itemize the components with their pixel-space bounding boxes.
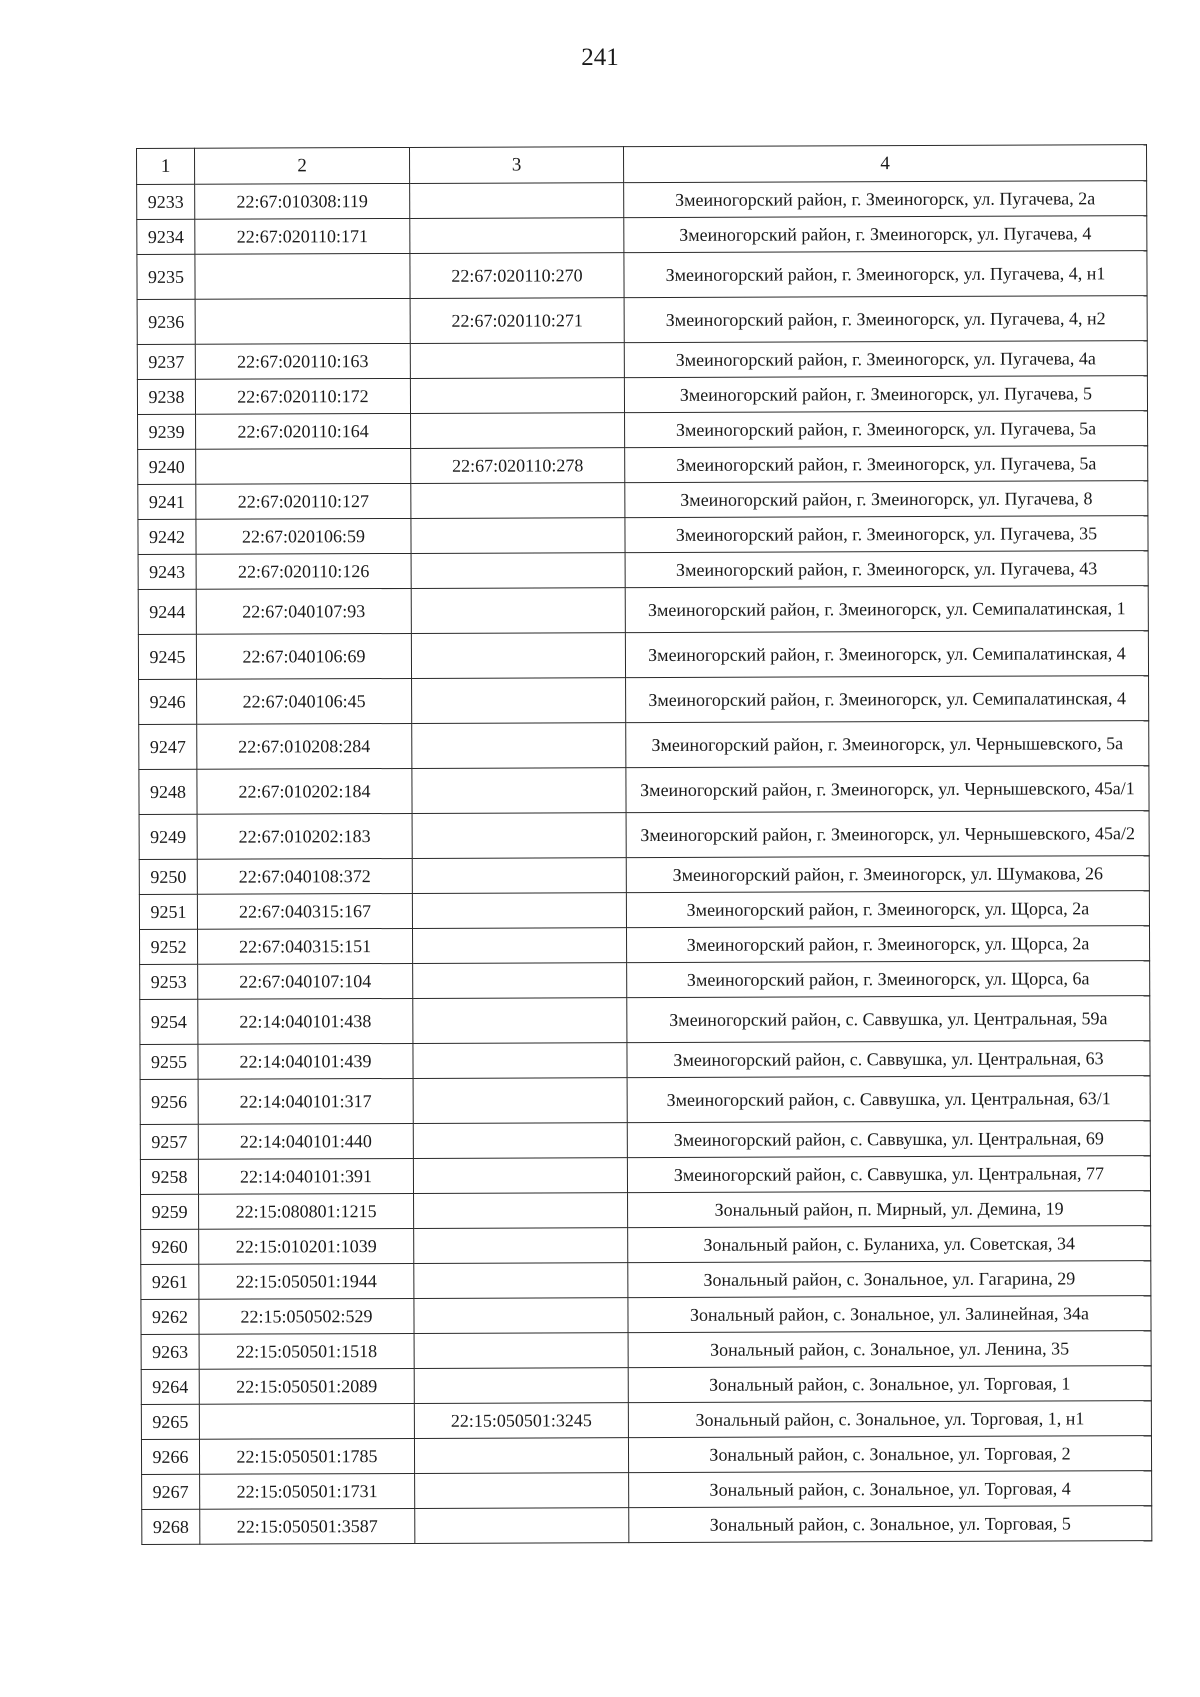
- table-row: [137, 251, 1147, 300]
- cadastral-number-cell: 22:14:040101:438: [198, 998, 413, 1044]
- row-number-cell: 9250: [139, 859, 197, 894]
- object-number-cell: 22:15:050501:3245: [414, 1403, 628, 1439]
- cadastral-number-cell: 22:14:040101:440: [198, 1123, 413, 1159]
- address-cell: Змеиногорский район, г. Змеиногорск, ул. Пугачева, 4: [624, 216, 1147, 253]
- row-number-cell: 9256: [140, 1079, 198, 1124]
- cadastral-number-cell: [195, 298, 410, 344]
- row-number-cell: 9247: [139, 724, 197, 769]
- table-row: [137, 341, 1147, 380]
- object-number-cell: [413, 998, 627, 1044]
- row-number-cell: 9245: [138, 634, 196, 679]
- row-number-cell: 9254: [140, 999, 198, 1044]
- row-number-cell: 9261: [141, 1264, 199, 1299]
- object-number-cell: 22:67:020110:270: [410, 253, 624, 299]
- address-cell: Зональный район, п. Мирный, ул. Демина, 19: [628, 1191, 1151, 1228]
- table-row: [137, 376, 1147, 415]
- table-row: [142, 1471, 1152, 1510]
- page-number: 241: [581, 44, 619, 71]
- cadastral-number-cell: 22:67:010308:119: [195, 183, 410, 219]
- object-number-cell: [411, 483, 625, 519]
- table-row: [139, 721, 1149, 770]
- row-number-cell: 9235: [137, 254, 195, 299]
- address-cell: Змеиногорский район, г. Змеиногорск, ул. Пугачева, 5а: [625, 411, 1148, 448]
- object-number-cell: [414, 1193, 628, 1229]
- row-number-cell: 9236: [137, 299, 195, 344]
- cadastral-number-cell: 22:67:040106:45: [197, 678, 412, 724]
- address-cell: Змеиногорский район, с. Саввушка, ул. Центральная, 77: [627, 1156, 1150, 1193]
- cadastral-number-cell: 22:15:050501:1944: [199, 1263, 414, 1299]
- object-number-cell: 22:67:020110:278: [411, 448, 625, 484]
- row-number-cell: 9249: [139, 814, 197, 859]
- object-number-cell: [414, 1438, 628, 1474]
- object-number-cell: [414, 1333, 628, 1369]
- object-number-cell: [412, 678, 626, 724]
- object-number-cell: [414, 1298, 628, 1334]
- row-number-cell: 9243: [138, 554, 196, 589]
- address-cell: Змеиногорский район, г. Змеиногорск, ул. Чернышевского, 45а/2: [626, 811, 1149, 858]
- object-number-cell: [412, 768, 626, 814]
- cadastral-number-cell: 22:67:020110:164: [196, 413, 411, 449]
- row-number-cell: 9268: [142, 1509, 200, 1544]
- object-number-cell: [412, 858, 626, 894]
- address-cell: Змеиногорский район, с. Саввушка, ул. Центральная, 69: [627, 1121, 1150, 1158]
- table-row: [140, 961, 1150, 1000]
- column-header-4: 4: [623, 145, 1146, 183]
- cadastral-number-cell: [195, 253, 410, 299]
- address-cell: Зональный район, с. Зональное, ул. Гагарина, 29: [628, 1261, 1151, 1298]
- table-row: [140, 926, 1150, 965]
- cadastral-number-cell: 22:67:020110:127: [196, 483, 411, 519]
- column-header-1: 1: [137, 148, 195, 184]
- row-number-cell: 9253: [140, 964, 198, 999]
- object-number-cell: [411, 633, 625, 679]
- address-cell: Змеиногорский район, г. Змеиногорск, ул. Пугачева, 4а: [624, 341, 1147, 378]
- row-number-cell: 9244: [138, 589, 196, 634]
- object-number-cell: [410, 183, 624, 219]
- object-number-cell: [411, 413, 625, 449]
- object-number-cell: [412, 893, 626, 929]
- object-number-cell: [410, 378, 624, 414]
- cadastral-number-cell: 22:15:050501:3587: [200, 1508, 415, 1544]
- object-number-cell: [414, 1228, 628, 1264]
- table-row: [138, 411, 1148, 450]
- address-cell: Змеиногорский район, г. Змеиногорск, ул. Пугачева, 43: [625, 551, 1148, 588]
- cadastral-number-cell: 22:67:040106:69: [196, 633, 411, 679]
- address-cell: Змеиногорский район, г. Змеиногорск, ул. Шумакова, 26: [626, 856, 1149, 893]
- cadastral-number-cell: 22:67:010208:284: [197, 723, 412, 769]
- object-number-cell: [414, 1263, 628, 1299]
- address-cell: Зональный район, с. Зональное, ул. Торговая, 4: [629, 1471, 1152, 1508]
- address-cell: Змеиногорский район, г. Змеиногорск, ул. Чернышевского, 45а/1: [626, 766, 1149, 813]
- table-row: [141, 1366, 1151, 1405]
- cadastral-number-cell: 22:67:020110:172: [195, 378, 410, 414]
- row-number-cell: 9233: [137, 184, 195, 219]
- address-cell: Змеиногорский район, г. Змеиногорск, ул. Пугачева, 5а: [625, 446, 1148, 483]
- address-cell: Зональный район, с. Зональное, ул. Торговая, 1, н1: [628, 1401, 1151, 1438]
- table-row: [141, 1191, 1151, 1230]
- cadastral-number-cell: 22:67:040107:93: [196, 588, 411, 634]
- row-number-cell: 9251: [139, 894, 197, 929]
- address-cell: Змеиногорский район, с. Саввушка, ул. Центральная, 63/1: [627, 1076, 1150, 1123]
- cadastral-number-cell: 22:14:040101:317: [198, 1078, 413, 1124]
- table-row: [138, 631, 1148, 680]
- row-number-cell: 9238: [137, 379, 195, 414]
- cadastral-number-cell: 22:67:040315:167: [197, 893, 412, 929]
- row-number-cell: 9265: [141, 1404, 199, 1439]
- object-number-cell: [410, 343, 624, 379]
- column-header-2: 2: [195, 147, 410, 184]
- table-row: [138, 481, 1148, 520]
- address-cell: Змеиногорский район, г. Змеиногорск, ул. Семипалатинская, 4: [625, 631, 1148, 678]
- address-cell: Змеиногорский район, г. Змеиногорск, ул. Пугачева, 4, н1: [624, 251, 1147, 298]
- row-number-cell: 9246: [139, 679, 197, 724]
- row-number-cell: 9255: [140, 1044, 198, 1079]
- object-number-cell: [411, 518, 625, 554]
- table-row: [142, 1506, 1152, 1545]
- table-row: [138, 516, 1148, 555]
- object-number-cell: [415, 1508, 629, 1544]
- table-row: [141, 1331, 1151, 1370]
- table-row: [141, 1261, 1151, 1300]
- row-number-cell: 9262: [141, 1299, 199, 1334]
- cadastral-number-cell: [199, 1403, 414, 1439]
- address-cell: Змеиногорский район, г. Змеиногорск, ул. Пугачева, 35: [625, 516, 1148, 553]
- table-row: [139, 891, 1149, 930]
- table-row: [140, 996, 1150, 1045]
- cadastral-number-cell: 22:15:080801:1215: [199, 1193, 414, 1229]
- table-row: [138, 551, 1148, 590]
- cadastral-number-cell: 22:14:040101:391: [198, 1158, 413, 1194]
- row-number-cell: 9242: [138, 519, 196, 554]
- table-row: [141, 1226, 1151, 1265]
- cadastral-number-cell: 22:15:010201:1039: [199, 1228, 414, 1264]
- address-cell: Зональный район, с. Зональное, ул. Залинейная, 34а: [628, 1296, 1151, 1333]
- address-cell: Змеиногорский район, с. Саввушка, ул. Центральная, 63: [627, 1041, 1150, 1078]
- cadastral-number-cell: 22:15:050501:1518: [199, 1333, 414, 1369]
- address-cell: Змеиногорский район, г. Змеиногорск, ул. Чернышевского, 5а: [626, 721, 1149, 768]
- object-number-cell: [413, 1123, 627, 1159]
- address-cell: Змеиногорский район, г. Змеиногорск, ул. Семипалатинская, 1: [625, 586, 1148, 633]
- object-number-cell: [415, 1473, 629, 1509]
- cadastral-number-cell: 22:15:050502:529: [199, 1298, 414, 1334]
- table-row: [137, 296, 1147, 345]
- row-number-cell: 9240: [138, 449, 196, 484]
- object-number-cell: [410, 218, 624, 254]
- address-cell: Змеиногорский район, г. Змеиногорск, ул. Пугачева, 5: [624, 376, 1147, 413]
- table-row: [139, 856, 1149, 895]
- row-number-cell: 9266: [141, 1439, 199, 1474]
- cadastral-number-cell: 22:15:050501:1785: [199, 1438, 414, 1474]
- object-number-cell: [412, 928, 626, 964]
- object-number-cell: [413, 1078, 627, 1124]
- object-number-cell: [413, 1043, 627, 1079]
- object-number-cell: 22:67:020110:271: [410, 298, 624, 344]
- row-number-cell: 9267: [142, 1474, 200, 1509]
- table-row: [140, 1076, 1150, 1125]
- column-header-3: 3: [409, 147, 623, 184]
- cadastral-number-cell: 22:67:040315:151: [198, 928, 413, 964]
- cadastral-number-cell: 22:67:020110:171: [195, 218, 410, 254]
- row-number-cell: 9239: [138, 414, 196, 449]
- cadastral-number-cell: 22:67:020110:126: [196, 553, 411, 589]
- address-cell: Змеиногорский район, г. Змеиногорск, ул. Щорса, 6а: [627, 961, 1150, 998]
- address-cell: Змеиногорский район, г. Змеиногорск, ул. Щорса, 2а: [626, 926, 1149, 963]
- table-row: [140, 1121, 1150, 1160]
- cadastral-number-cell: 22:67:020106:59: [196, 518, 411, 554]
- table-row: [140, 1156, 1150, 1195]
- object-number-cell: [414, 1368, 628, 1404]
- cadastral-number-cell: 22:14:040101:439: [198, 1043, 413, 1079]
- address-cell: Зональный район, с. Зональное, ул. Торговая, 1: [628, 1366, 1151, 1403]
- registry-table: [136, 144, 1152, 1545]
- row-number-cell: 9234: [137, 219, 195, 254]
- object-number-cell: [412, 813, 626, 859]
- cadastral-number-cell: 22:15:050501:2089: [199, 1368, 414, 1404]
- row-number-cell: 9259: [141, 1194, 199, 1229]
- object-number-cell: [411, 553, 625, 589]
- address-cell: Змеиногорский район, с. Саввушка, ул. Центральная, 59а: [627, 996, 1150, 1043]
- object-number-cell: [413, 1158, 627, 1194]
- row-number-cell: 9257: [140, 1124, 198, 1159]
- table-row: [139, 676, 1149, 725]
- address-cell: Змеиногорский район, г. Змеиногорск, ул. Пугачева, 4, н2: [624, 296, 1147, 343]
- row-number-cell: 9264: [141, 1369, 199, 1404]
- address-cell: Зональный район, с. Буланиха, ул. Советская, 34: [628, 1226, 1151, 1263]
- row-number-cell: 9258: [140, 1159, 198, 1194]
- cadastral-number-cell: 22:15:050501:1731: [200, 1473, 415, 1509]
- cadastral-number-cell: 22:67:010202:183: [197, 813, 412, 859]
- object-number-cell: [411, 588, 625, 634]
- cadastral-number-cell: 22:67:040108:372: [197, 858, 412, 894]
- cadastral-number-cell: 22:67:010202:184: [197, 768, 412, 814]
- row-number-cell: 9248: [139, 769, 197, 814]
- row-number-cell: 9237: [137, 344, 195, 379]
- table-header-row: [137, 145, 1147, 185]
- address-cell: Змеиногорский район, г. Змеиногорск, ул. Щорса, 2а: [626, 891, 1149, 928]
- address-cell: Змеиногорский район, г. Змеиногорск, ул. Семипалатинская, 4: [626, 676, 1149, 723]
- cadastral-number-cell: 22:67:040107:104: [198, 963, 413, 999]
- object-number-cell: [413, 963, 627, 999]
- table-row: [141, 1436, 1151, 1475]
- address-cell: Змеиногорский район, г. Змеиногорск, ул. Пугачева, 2а: [624, 181, 1147, 218]
- table-row: [139, 766, 1149, 815]
- table-row: [140, 1041, 1150, 1080]
- address-cell: Зональный район, с. Зональное, ул. Торговая, 5: [629, 1506, 1152, 1543]
- table-row: [137, 181, 1147, 220]
- row-number-cell: 9263: [141, 1334, 199, 1369]
- table-row: [141, 1296, 1151, 1335]
- table-row: [138, 586, 1148, 635]
- row-number-cell: 9260: [141, 1229, 199, 1264]
- address-cell: Зональный район, с. Зональное, ул. Торговая, 2: [628, 1436, 1151, 1473]
- cadastral-number-cell: [196, 448, 411, 484]
- table-row: [139, 811, 1149, 860]
- cadastral-number-cell: 22:67:020110:163: [195, 343, 410, 379]
- row-number-cell: 9252: [140, 929, 198, 964]
- table-row: [137, 216, 1147, 255]
- table-row: [141, 1401, 1151, 1440]
- object-number-cell: [412, 723, 626, 769]
- address-cell: Зональный район, с. Зональное, ул. Ленина, 35: [628, 1331, 1151, 1368]
- address-cell: Змеиногорский район, г. Змеиногорск, ул. Пугачева, 8: [625, 481, 1148, 518]
- table-row: [138, 446, 1148, 485]
- row-number-cell: 9241: [138, 484, 196, 519]
